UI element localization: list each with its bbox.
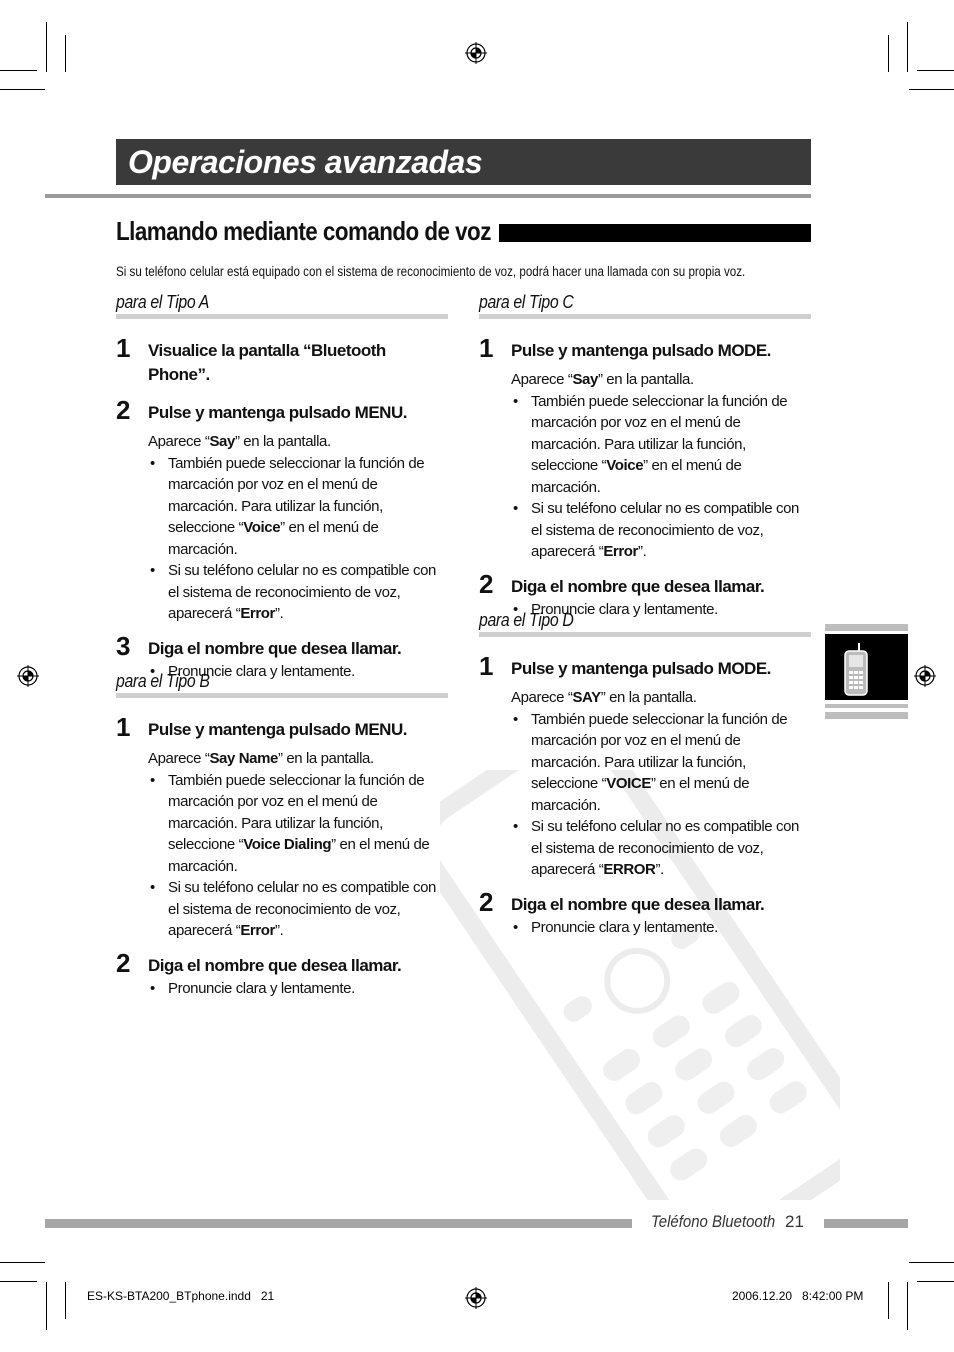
- step-number: 2: [479, 886, 494, 917]
- crop-mark: [907, 22, 908, 72]
- slug-date: 2006.12.20 8:42:00 PM: [732, 1289, 864, 1303]
- step-text: Aparece “Say” en la pantalla.: [511, 371, 694, 388]
- step-number: 3: [116, 630, 131, 661]
- bullet-item: • Pronuncie clara y lentamente.: [511, 599, 811, 621]
- crop-mark: [0, 1262, 45, 1263]
- step-title: Diga el nombre que desea llamar.: [148, 638, 402, 658]
- footer-label: Teléfono Bluetooth: [651, 1212, 776, 1231]
- section-rule: [499, 224, 811, 242]
- step-number: 2: [479, 568, 494, 599]
- step-title: Diga el nombre que desea llamar.: [511, 894, 765, 914]
- step-title: Diga el nombre que desea llamar.: [511, 576, 765, 596]
- crop-mark: [888, 35, 889, 72]
- bullet-item: • Pronuncie clara y lentamente.: [511, 917, 811, 939]
- bullet-item: • Si su teléfono celular no es compatible con el sistema de reconocimiento de voz, aparecerá “Error”.: [148, 877, 448, 942]
- registration-mark-icon: [17, 665, 39, 687]
- step: [479, 333, 811, 563]
- bullet-item: • Pronuncie clara y lentamente.: [148, 661, 448, 683]
- crop-mark: [907, 1282, 908, 1330]
- mobile-phone-icon: [825, 634, 908, 700]
- registration-mark-icon: [465, 1287, 487, 1309]
- crop-mark: [0, 70, 37, 71]
- crop-mark: [46, 1282, 47, 1330]
- step-number: 2: [116, 947, 131, 978]
- subheading: para el Tipo B: [116, 669, 448, 698]
- bullet-item: • Pronuncie clara y lentamente.: [148, 978, 448, 1000]
- bullet-item: • Si su teléfono celular no es compatible con el sistema de reconocimiento de voz, aparecerá “ERROR”.: [511, 816, 811, 881]
- crop-mark: [909, 1262, 954, 1263]
- crop-mark: [0, 89, 45, 90]
- registration-mark-icon: [914, 665, 936, 687]
- step: [479, 651, 811, 881]
- tab-stripe: [825, 624, 908, 631]
- bullet-item: • También puede seleccionar la función de marcación por voz en el menú de marcación. Para utilizar la función, seleccione “Voice Dialing” en el menú de marcación.: [148, 770, 448, 878]
- subheading: para el Tipo C: [479, 290, 811, 319]
- registration-mark-icon: [465, 42, 487, 64]
- tab-stripe: [825, 712, 908, 719]
- step-text: Aparece “Say Name” en la pantalla.: [148, 750, 374, 767]
- bullet-item: • Si su teléfono celular no es compatible con el sistema de reconocimiento de voz, aparecerá “Error”.: [511, 498, 811, 563]
- subheading: para el Tipo D: [479, 608, 811, 637]
- crop-mark: [46, 22, 47, 72]
- step-text: Aparece “Say” en la pantalla.: [148, 433, 331, 450]
- step-title: Pulse y mantenga pulsado MODE.: [511, 341, 771, 360]
- step: [116, 333, 448, 387]
- bullet-item: • Si su teléfono celular no es compatible con el sistema de reconocimiento de voz, aparecerá “Error”.: [148, 560, 448, 625]
- step-title: Pulse y mantenga pulsado MENU.: [148, 403, 407, 422]
- title-rule: [45, 194, 811, 198]
- step: [116, 395, 448, 625]
- step-title: Pulse y mantenga pulsado MENU.: [148, 720, 407, 739]
- type-c-block: [479, 290, 811, 620]
- step-number: 2: [116, 395, 131, 425]
- crop-mark: [0, 1281, 37, 1282]
- footer-bar: [45, 1219, 632, 1228]
- crop-mark: [917, 1281, 954, 1282]
- slug-file: ES-KS-BTA200_BTphone.indd 21: [87, 1289, 275, 1303]
- step-number: 1: [116, 712, 131, 742]
- crop-mark: [65, 1282, 66, 1319]
- step-text: Aparece “SAY” en la pantalla.: [511, 689, 697, 706]
- section-tab: [825, 634, 908, 700]
- intro-text: Si su teléfono celular está equipado con el sistema de reconocimiento de voz, podrá hacer una llamada con su propia voz.: [116, 264, 746, 279]
- type-a-block: [116, 290, 448, 682]
- bullet-item: • También puede seleccionar la función de marcación por voz en el menú de marcación. Para utilizar la función, seleccione “Voice” en el menú de marcación.: [511, 391, 811, 499]
- step-title: Pulse y mantenga pulsado MODE.: [511, 659, 771, 678]
- page-title: Operaciones avanzadas: [128, 144, 483, 180]
- step: [116, 712, 448, 942]
- type-d-block: [479, 608, 811, 938]
- type-b-block: [116, 669, 448, 999]
- step-number: 1: [116, 333, 131, 363]
- step-number: 1: [479, 651, 494, 681]
- crop-mark: [65, 35, 66, 72]
- crop-mark: [909, 89, 954, 90]
- step-number: 1: [479, 333, 494, 363]
- step-title: Visualice la pantalla “Bluetooth Phone”.: [148, 341, 386, 384]
- crop-mark: [888, 1282, 889, 1319]
- crop-mark: [917, 70, 954, 71]
- bullet-item: • También puede seleccionar la función de marcación por voz en el menú de marcación. Para utilizar la función, seleccione “VOICE” en el menú de marcación.: [511, 709, 811, 817]
- subheading: para el Tipo A: [116, 290, 448, 319]
- tab-stripe: [825, 704, 908, 708]
- page-number: 21: [785, 1212, 804, 1231]
- section-title: Llamando mediante comando de voz: [116, 216, 491, 246]
- step: [116, 947, 448, 1000]
- footer-bar: [824, 1219, 908, 1228]
- step: [479, 886, 811, 939]
- step-title: Diga el nombre que desea llamar.: [148, 955, 402, 975]
- bullet-item: • También puede seleccionar la función de marcación por voz en el menú de marcación. Para utilizar la función, seleccione “Voice” en el menú de marcación.: [148, 453, 448, 561]
